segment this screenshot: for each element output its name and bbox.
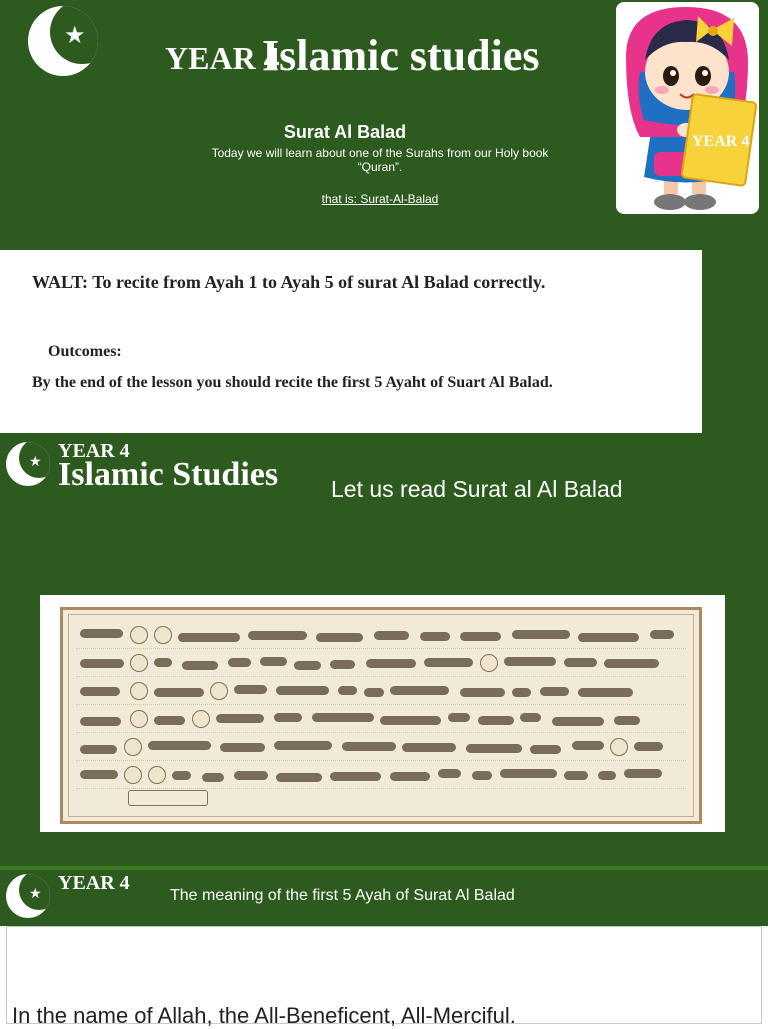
arabic-word [234,685,267,694]
arabic-word [234,771,268,780]
star-icon: ★ [29,885,42,901]
arabic-word [500,769,557,778]
arabic-word [390,686,449,695]
arabic-word [276,773,322,782]
ayah-number-marker [148,766,166,784]
star-icon: ★ [29,453,42,469]
arabic-word [478,716,514,725]
arabic-word [80,745,117,754]
arabic-word [424,658,473,667]
arabic-word [460,632,501,641]
slide3-year: YEAR 4 [58,872,130,894]
arabic-word [80,659,124,668]
arabic-word [420,632,450,641]
arabic-word [220,743,265,752]
quran-line [76,762,686,789]
ayah-number-marker [610,738,628,756]
arabic-word [552,717,604,726]
arabic-word [338,686,357,695]
arabic-word [634,742,663,751]
arabic-word [80,629,123,638]
slide1-year: YEAR 4 [165,40,280,76]
outcomes-heading: Outcomes: [48,343,122,360]
arabic-word [366,659,416,668]
outcomes-text: By the end of the lesson you should recite the first 5 Ayaht of Suart Al Balad. [32,374,553,391]
arabic-word [380,716,441,725]
ayah-number-marker [130,682,148,700]
arabic-word [438,769,461,778]
arabic-word [650,630,674,639]
arabic-word [330,660,355,669]
girl-illustration [616,2,759,214]
arabic-word [276,686,329,695]
arabic-word [202,773,224,782]
ayah-number-marker [130,710,148,728]
arabic-word [624,769,662,778]
arabic-word [504,657,556,666]
arabic-word [614,716,640,725]
arabic-word [228,658,251,667]
slide1-description: Today we will learn about one of the Surahs from our Holy book “Quran”. [211,146,549,174]
ayah-number-marker [130,654,148,672]
arabic-word [578,688,633,697]
quran-line [76,678,686,705]
ayah-number-marker [192,710,210,728]
arabic-word [578,633,639,642]
crescent-moon-icon [6,874,50,918]
surah-title-cartouche [128,790,208,806]
ayah-number-marker [480,654,498,672]
ayah-number-marker [210,682,228,700]
walt-side-panel [702,250,768,433]
slide3-heading: The meaning of the first 5 Ayah of Surat Al Balad [170,887,515,904]
arabic-word [172,771,191,780]
slide1-subtitle: Surat Al Balad [283,122,407,142]
walt-text: WALT: To recite from Ayah 1 to Ayah 5 of surat Al Balad correctly. [32,272,546,292]
arabic-word [216,714,264,723]
quran-line [76,734,686,761]
ayah-number-marker [124,738,142,756]
arabic-word [274,741,332,750]
arabic-word [312,713,374,722]
arabic-word [80,770,118,779]
arabic-word [530,745,561,754]
arabic-word [512,630,570,639]
crescent-moon-icon [6,442,50,486]
board-label: YEAR 4 [692,133,750,150]
quran-line [76,622,686,649]
arabic-word [80,717,121,726]
arabic-word [564,771,588,780]
star-icon: ★ [64,22,86,49]
arabic-word [572,741,604,750]
arabic-word [80,687,120,696]
surah-link[interactable]: that is: Surat-Al-Balad [321,192,439,206]
arabic-word [460,688,505,697]
basmala-translation: In the name of Allah, the All-Beneficent, All-Merciful. [12,1003,516,1028]
arabic-word [154,658,172,667]
ayah-number-marker [124,766,142,784]
arabic-word [248,631,307,640]
arabic-word [154,716,185,725]
arabic-word [564,658,597,667]
arabic-word [472,771,492,780]
slide2-heading: Let us read Surat al Al Balad [331,476,623,502]
arabic-word [274,713,302,722]
arabic-word [598,771,616,780]
ayah-number-marker [154,626,172,644]
quran-line [76,706,686,733]
arabic-word [148,741,211,750]
arabic-word [390,772,430,781]
arabic-word [178,633,240,642]
arabic-word [540,687,569,696]
slide1-title: Islamic studies [262,31,540,80]
arabic-word [402,743,456,752]
arabic-word [364,688,384,697]
arabic-word [330,772,381,781]
arabic-word [520,713,541,722]
arabic-word [182,661,218,670]
arabic-word [604,659,659,668]
arabic-word [512,688,531,697]
slide2-title: Islamic Studies [58,456,279,493]
arabic-word [260,657,287,666]
arabic-word [374,631,409,640]
crescent-moon-icon [28,6,98,76]
arabic-word [448,713,470,722]
arabic-word [316,633,363,642]
arabic-word [294,661,321,670]
meaning-slide-bar [0,866,768,870]
arabic-word [154,688,204,697]
quran-line [76,650,686,677]
slide2-year: YEAR 4 [58,440,130,462]
arabic-word [466,744,522,753]
arabic-word [342,742,396,751]
ayah-number-marker [130,626,148,644]
